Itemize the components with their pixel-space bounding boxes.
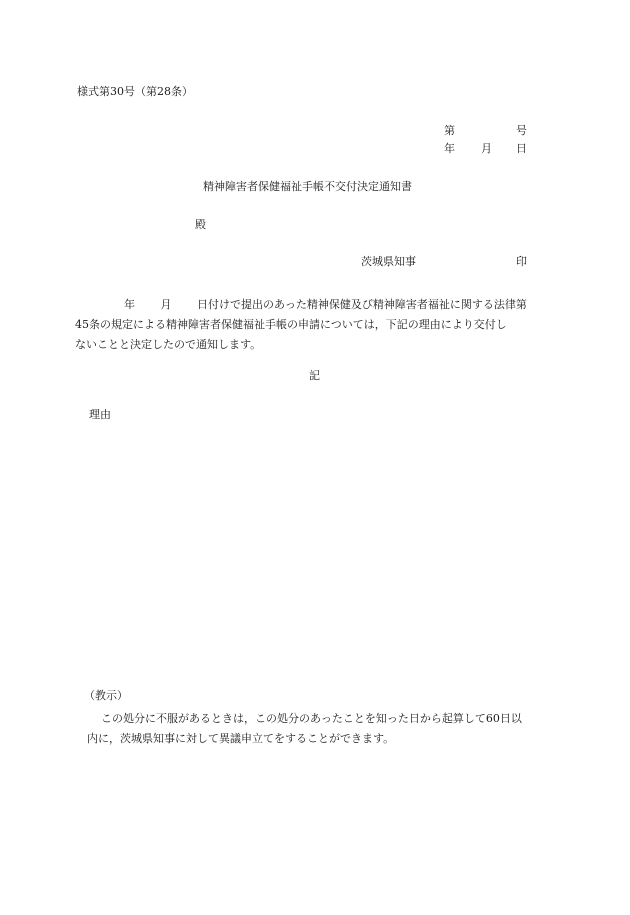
document-number-suffix: 号 [516, 124, 527, 137]
instruction-body [89, 709, 551, 749]
form-number: 様式第30号（第28条） [77, 85, 193, 98]
issuer-name: 茨城県知事 [361, 255, 416, 268]
reason-label: 理由 [89, 408, 111, 421]
notice-body-line-2: 45条の規定による精神障害者保健福祉手帳の申請については，下記の理由により交付し [75, 318, 507, 331]
date-year-label: 年 [444, 142, 455, 155]
seal-mark: 印 [516, 255, 527, 268]
notice-body-line-3: ないことと決定したので通知します。 [75, 338, 262, 351]
ki-marker: 記 [309, 369, 320, 382]
date-day-label: 日 [516, 142, 527, 155]
instruction-line-2: 内に，茨城県知事に対して異議申立てをすることができます。 [87, 732, 395, 745]
instruction-line-1: この処分に不服があるときは，この処分のあったことを知った日から起算して60日以 [101, 712, 522, 725]
document-title: 精神障害者保健福祉手帳不交付決定通知書 [203, 180, 412, 193]
addressee-suffix: 殿 [195, 218, 206, 231]
notice-body [75, 295, 551, 355]
notice-body-line-1: 年 月 日付けで提出のあった精神保健及び精神障害者福祉に関する法律第 [124, 298, 527, 311]
date-month-label: 月 [481, 142, 492, 155]
document-number-prefix: 第 [444, 124, 455, 137]
instruction-heading: （教示） [84, 689, 128, 702]
